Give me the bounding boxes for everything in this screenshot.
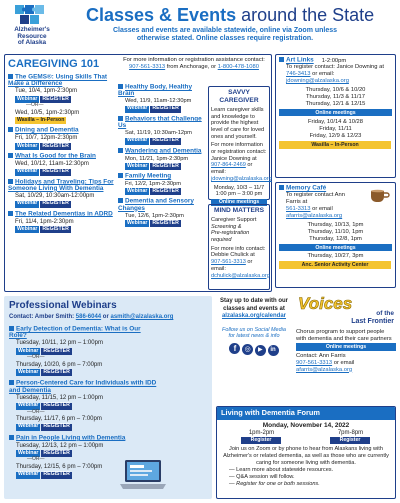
prof-phone-link[interactable]: 586-6044 <box>75 314 102 320</box>
wasilla-inperson-badge: Wasilla – In-Person <box>279 141 391 148</box>
art-date-a1: Thursday, 10/6 & 10/20 <box>305 87 366 94</box>
prof-event-date: Tuesday, 12/13, 12 pm – 1:00pm <box>16 442 104 449</box>
bullet-square-icon <box>8 211 13 216</box>
mind-line3: Pre-registration required <box>211 230 250 244</box>
caregiving-info-line1: For more information or registration assistance contact: <box>123 57 265 63</box>
org-name-line1: Alzheimer's <box>14 26 50 33</box>
bullet-square-icon <box>8 127 13 132</box>
prof-contact-pre: Contact: Amber Smith: <box>9 314 76 320</box>
page-title-strong: Classes & Events <box>86 5 237 25</box>
online-meetings-badge: Online meetings <box>211 199 267 206</box>
webinar-badge: Webinar <box>18 347 39 354</box>
forum-title: Living with Dementia Forum <box>217 407 395 420</box>
savvy-email-link[interactable]: jdowning@alzalaska.org <box>211 175 272 182</box>
event-healthy-body <box>118 84 204 113</box>
savvy-time: 1:00 pm – 3:00 pm <box>215 191 263 198</box>
event-dining-date: Fri, 10/7, 12pm-2:30pm <box>15 135 78 142</box>
caregiving-101-title: CAREGIVING 101 <box>8 58 100 70</box>
prof-event-date: Thursday, 11/17, 6 pm – 7:00pm <box>16 415 102 422</box>
event-family-meeting-date: Fri, 12/2, 1pm-2:30pm <box>125 180 181 187</box>
prof-event-date: Tuesday, 10/11, 12 pm – 1:00pm <box>16 340 103 347</box>
bullet-square-icon <box>8 179 13 184</box>
forum-date: Monday, November 14, 2022 <box>262 421 350 429</box>
memory-date-3: Thursday, 12/8, 1pm <box>309 236 362 243</box>
mind-matters-section <box>208 204 270 290</box>
art-date-b2: Friday, 11/11 <box>319 126 352 133</box>
mind-contact: For more info contact: Debbie Chulick at <box>211 245 266 259</box>
event-holidays-date: Sat, 10/29, 10:30am-12:00pm <box>15 193 95 199</box>
instagram-icon[interactable]: ◎ <box>242 344 253 355</box>
voices-or-email: or email <box>332 359 355 366</box>
prof-event-date: Tuesday, 11/15, 12 pm – 1:00pm <box>16 394 103 401</box>
online-meetings-badge: Online meetings <box>279 109 392 116</box>
prof-title: Professional Webinars <box>9 300 117 311</box>
prof-events <box>9 326 209 479</box>
or-separator: —OR— <box>27 408 45 415</box>
event-brain-title[interactable]: What Is Good for the Brain <box>8 153 120 160</box>
or-separator: —OR— <box>27 354 45 361</box>
register-button[interactable]: REGISTER <box>43 449 70 456</box>
prof-email-link[interactable]: asmith@alzalaska.org <box>110 314 174 320</box>
youtube-icon[interactable]: ▶ <box>255 345 266 356</box>
page-subtitle: Classes and events are available statewide, online via Zoom unless otherwise stated. Online classes require registration. <box>112 27 338 43</box>
webinar-badge: Webinar <box>18 423 39 430</box>
caregiving-tollfree-link[interactable]: 1-800-478-1080 <box>217 64 259 71</box>
org-name-line3: of Alaska <box>17 39 47 47</box>
facebook-icon[interactable]: f <box>229 343 240 354</box>
online-meetings-badge: Online meetings <box>279 244 392 251</box>
webinar-badge: Webinar <box>18 368 39 375</box>
event-related-dementias-title[interactable]: The Related Dementias in ADRD <box>8 211 120 218</box>
calendar-link[interactable]: alzalaska.org/calendar <box>221 313 287 319</box>
prof-event-date: Thursday, 10/20, 6 pm – 7:00pm <box>16 361 103 368</box>
bullet-square-icon <box>279 185 284 190</box>
prof-event-early-detection <box>9 326 209 376</box>
bullet-square-icon <box>279 57 284 62</box>
prof-event-date: Thursday, 12/15, 6 pm – 7:00pm <box>16 463 103 470</box>
register-button[interactable]: REGISTER <box>42 142 69 149</box>
puzzle-logo-icon <box>14 3 48 25</box>
art-links-section <box>275 54 396 178</box>
event-sensory-date: Tue, 12/6, 1pm-2:30pm <box>125 212 184 219</box>
event-gems <box>8 74 120 124</box>
register-button[interactable]: REGISTER <box>152 162 179 169</box>
forum-section <box>216 406 396 499</box>
register-button[interactable]: REGISTER <box>152 137 179 144</box>
art-or-email: or email: <box>310 71 335 78</box>
event-wandering-title[interactable]: Wandering and Dementia <box>118 148 204 155</box>
caregiving-info-mid: from Anchorage, or <box>165 64 218 71</box>
memory-date-1: Thursday, 10/13, 1pm <box>307 222 364 229</box>
bullet-square-icon <box>118 198 123 203</box>
event-holidays <box>8 179 120 208</box>
event-holidays-title[interactable]: Holidays and Traveling: Tips For Someone Living With Dementia <box>8 178 114 192</box>
bullet-square-icon <box>118 148 123 153</box>
forum-bullet-2: — Q&A session will follow. <box>229 474 295 481</box>
memory-cafe-section <box>275 182 396 288</box>
org-name-line2: Resource <box>17 32 47 40</box>
social-icons <box>216 343 292 356</box>
memory-or-email: or email <box>310 206 333 213</box>
register-button[interactable]: REGISTER <box>152 219 179 226</box>
register-button[interactable]: REGISTER <box>42 225 69 232</box>
forum-time-2: 7pm-8pm <box>337 429 364 436</box>
voices-section <box>296 294 396 402</box>
event-related-dementias <box>8 211 120 234</box>
prof-event-person-centered <box>9 380 209 430</box>
memory-date-last: Thursday, 10/27, 3pm <box>307 253 364 260</box>
art-date-a2: Thursday, 11/3 & 11/17 <box>306 94 365 101</box>
savvy-title: SAVVY CAREGIVER <box>219 89 259 104</box>
event-brain-date: Wed, 10/12, 11am-12:30pm <box>15 160 89 167</box>
register-button[interactable]: REGISTER <box>42 200 69 207</box>
voices-sub1: of the <box>376 310 394 318</box>
stay-line1: Stay up to date with our classes and events at <box>219 298 288 312</box>
webinar-badge: Webinar <box>127 137 148 144</box>
art-contact: To register contact: Janice Downing at <box>286 64 384 71</box>
caregiving-info <box>118 57 270 71</box>
event-wandering <box>118 148 204 170</box>
savvy-caregiver-section <box>208 86 272 206</box>
webinar-badge: Webinar <box>18 402 39 409</box>
social-line1: Follow us on Social Media <box>222 326 286 333</box>
art-email-link[interactable]: jdowning@alzalaska.org <box>286 78 349 85</box>
art-date-a3: Thursday, 12/1 & 12/15 <box>305 101 366 108</box>
register-button[interactable]: REGISTER <box>42 168 69 175</box>
event-related-dementias-date: Fri, 11/4, 1pm-2:30pm <box>15 218 74 225</box>
webinar-badge: Webinar <box>17 168 38 175</box>
event-sensory-title[interactable]: Dementia and Sensory Changes <box>118 197 194 212</box>
mind-line2: Screening & <box>211 223 242 230</box>
webinar-badge: Webinar <box>127 219 148 226</box>
prof-event-pain <box>9 435 209 479</box>
mind-email-link[interactable]: dchulick@alzalaska.org <box>211 272 270 279</box>
event-dining <box>8 127 120 150</box>
event-gems-date1: Tue, 10/4, 1pm-2:30pm <box>15 88 78 95</box>
bullet-square-icon <box>118 84 123 89</box>
webinar-badge: Webinar <box>127 187 148 194</box>
bullet-square-icon <box>118 173 123 178</box>
prof-contact <box>9 314 173 321</box>
event-gems-title[interactable]: The GEMS®: Using Skills That Make a Difference <box>8 73 108 88</box>
savvy-schedule: Monday, 10/3 – 11/7 <box>213 184 265 191</box>
savvy-desc: Learn caregiver skills and knowledge to provide the highest level of care for loved ones and yourself. <box>211 106 265 140</box>
event-sensory <box>118 198 204 227</box>
voices-sub2: Last Frontier <box>351 318 394 326</box>
laptop-webinar-icon <box>118 458 168 492</box>
event-healthy-body-date: Wed, 11/9, 11am-12:30pm <box>125 98 192 105</box>
caregiving-mid-column <box>118 84 204 227</box>
webinar-badge: Webinar <box>18 471 39 478</box>
bullet-square-icon <box>9 380 14 385</box>
art-time: 1-2:00pm <box>321 57 347 64</box>
register-button[interactable]: REGISTER <box>43 402 70 409</box>
event-behaviors-title[interactable]: Behaviors that Challenge Us <box>118 115 202 130</box>
webinar-badge: Webinar <box>127 162 148 169</box>
page-title-rest: around the State <box>236 5 375 25</box>
voices-title: Voices <box>298 294 353 313</box>
event-family-meeting <box>118 173 204 195</box>
senior-center-badge: Anc. Senior Activity Center <box>279 261 391 268</box>
register-button[interactable]: REGISTER <box>152 105 179 112</box>
art-date-b3: Friday, 12/9 & 12/23 <box>309 133 362 140</box>
savvy-contact: For more information or registration contact: Janice Downing at <box>211 142 267 162</box>
online-meetings-badge: Online meetings <box>296 343 396 350</box>
bullet-square-icon <box>9 326 14 331</box>
wasilla-inperson-badge: Wasilla – In-Person <box>17 116 65 123</box>
bullet-square-icon <box>118 116 123 121</box>
memory-phone-link[interactable]: 561-3313 <box>286 206 311 213</box>
event-dining-title[interactable]: Dining and Dementia <box>8 127 120 134</box>
register-button[interactable]: REGISTER <box>152 187 179 194</box>
coffee-cup-icon <box>369 187 391 203</box>
webinar-badge: Webinar <box>17 225 38 232</box>
forum-bullet-1: — Learn more about statewide resources. <box>229 467 334 474</box>
memory-email-link[interactable]: afarris@alzalaska.org <box>286 213 343 220</box>
linkedin-icon[interactable]: in <box>268 345 279 356</box>
voices-contact: Contact: Ann Farris <box>296 352 346 359</box>
page-title <box>86 5 374 26</box>
event-healthy-body-title[interactable]: Healthy Body, Healthy Brain <box>118 83 192 98</box>
voices-email-link[interactable]: afarris@alzalaska.org <box>296 366 353 373</box>
webinar-badge: Webinar <box>127 105 148 112</box>
event-gems-date2: Wed, 10/5, 1pm-2:30pm <box>15 109 80 116</box>
memory-contact: To register contact Ann Farris at <box>286 192 345 206</box>
memory-date-2: Thursday, 11/10, 1pm <box>307 229 364 236</box>
caregiving-phone-link[interactable]: 907-561-3313 <box>129 64 166 71</box>
forum-register-button-1[interactable]: Register <box>241 437 282 444</box>
mind-line1: Caregiver Support <box>211 216 257 223</box>
bullet-square-icon <box>8 74 13 79</box>
stay-updated <box>216 298 292 356</box>
forum-desc: Join us on Zoom or by phone to hear from Alaskans living with Alzheimer's or related dementia, as well as those who are currently caring for someone living with dementia. <box>223 446 389 466</box>
art-phone-link[interactable]: 746-3413 <box>286 71 311 78</box>
forum-bullet-3: — Register for one or both sessions. <box>229 481 320 488</box>
event-family-meeting-title[interactable]: Family Meeting <box>118 173 204 180</box>
memory-title[interactable]: Memory Café <box>286 184 327 192</box>
prof-or: or <box>101 314 111 320</box>
forum-time-1: 1pm-2pm <box>248 429 275 436</box>
caregiving-left-column <box>8 74 120 233</box>
register-button[interactable]: REGISTER <box>42 95 69 102</box>
prof-event-person-centered-title[interactable]: Person-Centered Care for Individuals with IDD and Dementia <box>9 379 157 394</box>
webinar-badge: Webinar <box>18 449 39 456</box>
or-separator: —OR— <box>27 456 45 463</box>
voices-phone-link[interactable]: 907-561-3313 <box>296 359 333 366</box>
forum-register-button-2[interactable]: Register <box>330 437 371 444</box>
register-button[interactable]: REGISTER <box>43 347 70 354</box>
voices-desc: Chorus program to support people with dementia and their care partners <box>296 328 392 342</box>
webinar-badge: Webinar <box>17 95 38 102</box>
prof-event-pain-title[interactable]: Pain in People Living with Dementia <box>9 435 159 442</box>
mind-title: MIND MATTERS <box>213 207 265 214</box>
event-behaviors-date: Sat, 11/19, 10:30am-12pm <box>125 130 192 137</box>
bullet-square-icon <box>9 435 14 440</box>
mind-or-email: or email: <box>211 259 253 272</box>
bullet-square-icon <box>8 153 13 158</box>
event-brain <box>8 153 120 176</box>
art-date-b1: Friday, 10/14 & 10/28 <box>308 119 363 126</box>
event-behaviors <box>118 116 204 145</box>
event-wandering-date: Mon, 11/21, 1pm-2:30pm <box>125 155 189 162</box>
prof-event-early-detection-title[interactable]: Early Detection of Dementia: What is Our Role? <box>9 325 141 340</box>
art-title[interactable]: Art Links <box>286 56 314 64</box>
logo <box>4 3 60 47</box>
social-line2: for latest news & info <box>228 333 280 340</box>
register-button[interactable]: REGISTER <box>43 471 70 478</box>
savvy-phone-link[interactable]: 907-864-2469 <box>211 162 246 169</box>
register-button[interactable]: REGISTER <box>43 368 70 375</box>
webinar-badge: Webinar <box>17 142 38 149</box>
mind-phone-link[interactable]: 907-561-3313 <box>211 259 246 266</box>
webinar-badge: Webinar <box>17 200 38 207</box>
savvy-or-email: or email: <box>211 162 253 176</box>
or-separator: —OR— <box>26 102 44 109</box>
register-button[interactable]: REGISTER <box>43 423 70 430</box>
